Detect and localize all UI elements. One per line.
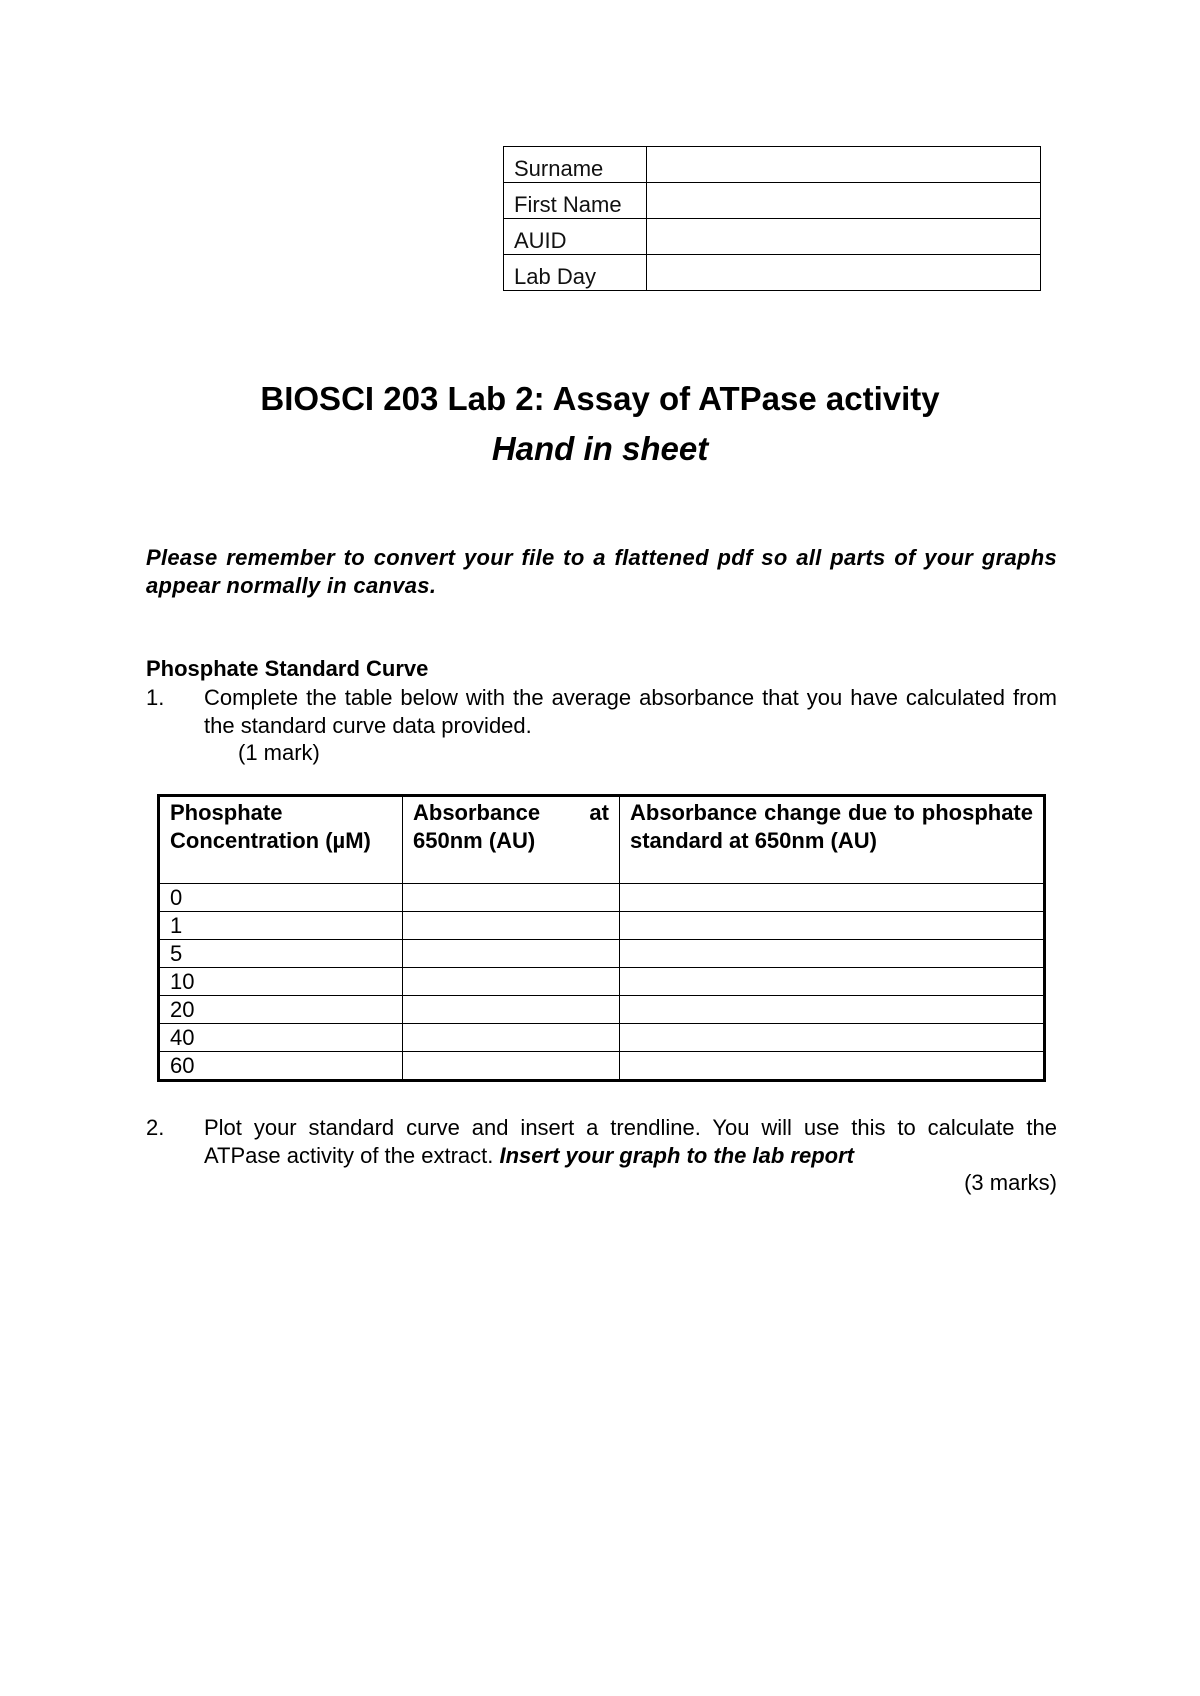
- absorbance-change-input-cell[interactable]: [620, 968, 1045, 996]
- question-2-number: 2.: [146, 1115, 165, 1140]
- question-2: [146, 1114, 1057, 1170]
- column-header-concentration: Phosphate Concentration (µM): [159, 796, 403, 884]
- table-row: [159, 1052, 1045, 1081]
- column-header-absorbance-change: Absorbance change due to phosphate standard at 650nm (AU): [620, 796, 1045, 884]
- question-2-marks: (3 marks): [964, 1170, 1057, 1195]
- concentration-cell: 1: [159, 912, 403, 940]
- page-title: BIOSCI 203 Lab 2: Assay of ATPase activity: [260, 380, 940, 417]
- first-name-field[interactable]: [647, 183, 1041, 219]
- absorbance-input-cell[interactable]: [403, 940, 620, 968]
- absorbance-input-cell[interactable]: [403, 884, 620, 912]
- absorbance-input-cell[interactable]: [403, 1024, 620, 1052]
- absorbance-change-input-cell[interactable]: [620, 912, 1045, 940]
- absorbance-change-input-cell[interactable]: [620, 884, 1045, 912]
- concentration-cell: 5: [159, 940, 403, 968]
- page-subtitle: Hand in sheet: [491, 430, 709, 467]
- question-2-emphasis: Insert your graph to the lab report: [499, 1143, 854, 1168]
- surname-field[interactable]: [647, 147, 1041, 183]
- absorbance-input-cell[interactable]: [403, 912, 620, 940]
- surname-label: Surname: [504, 147, 647, 183]
- absorbance-change-input-cell[interactable]: [620, 1052, 1045, 1081]
- concentration-cell: 20: [159, 996, 403, 1024]
- absorbance-input-cell[interactable]: [403, 996, 620, 1024]
- concentration-cell: 0: [159, 884, 403, 912]
- student-info-table: [503, 146, 1041, 291]
- table-header-row: [159, 796, 1045, 884]
- question-1-marks: (1 mark): [238, 740, 320, 765]
- table-row: [159, 1024, 1045, 1052]
- student-info-row: [504, 183, 1041, 219]
- question-2-body: [204, 1114, 1057, 1170]
- standard-curve-table: [157, 794, 1046, 1082]
- concentration-cell: 60: [159, 1052, 403, 1081]
- table-row: [159, 968, 1045, 996]
- auid-field[interactable]: [647, 219, 1041, 255]
- lab-day-field[interactable]: [647, 255, 1041, 291]
- table-row: [159, 912, 1045, 940]
- student-info-row: [504, 219, 1041, 255]
- absorbance-change-input-cell[interactable]: [620, 996, 1045, 1024]
- concentration-cell: 10: [159, 968, 403, 996]
- section-heading: Phosphate Standard Curve: [146, 656, 429, 681]
- question-1: [146, 684, 1057, 740]
- table-row: [159, 996, 1045, 1024]
- absorbance-change-input-cell[interactable]: [620, 1024, 1045, 1052]
- absorbance-input-cell[interactable]: [403, 1052, 620, 1081]
- question-1-number: 1.: [146, 685, 165, 710]
- question-1-text: Complete the table below with the average absorbance that you have calculated from the standard curve data provided.: [204, 685, 1057, 738]
- column-header-absorbance: Absorbance at 650nm (AU): [403, 796, 620, 884]
- flatten-pdf-notice: Please remember to convert your file to a flattened pdf so all parts of your graphs appear normally in canvas.: [146, 545, 1057, 598]
- concentration-cell: 40: [159, 1024, 403, 1052]
- question-2-text: Plot your standard curve and insert a trendline. You will use this to calculate the ATPase activity of the extract.: [204, 1115, 1057, 1168]
- lab-day-label: Lab Day: [504, 255, 647, 291]
- table-row: [159, 884, 1045, 912]
- first-name-label: First Name: [504, 183, 647, 219]
- absorbance-change-input-cell[interactable]: [620, 940, 1045, 968]
- absorbance-input-cell[interactable]: [403, 968, 620, 996]
- student-info-row: [504, 147, 1041, 183]
- table-row: [159, 940, 1045, 968]
- auid-label: AUID: [504, 219, 647, 255]
- student-info-row: [504, 255, 1041, 291]
